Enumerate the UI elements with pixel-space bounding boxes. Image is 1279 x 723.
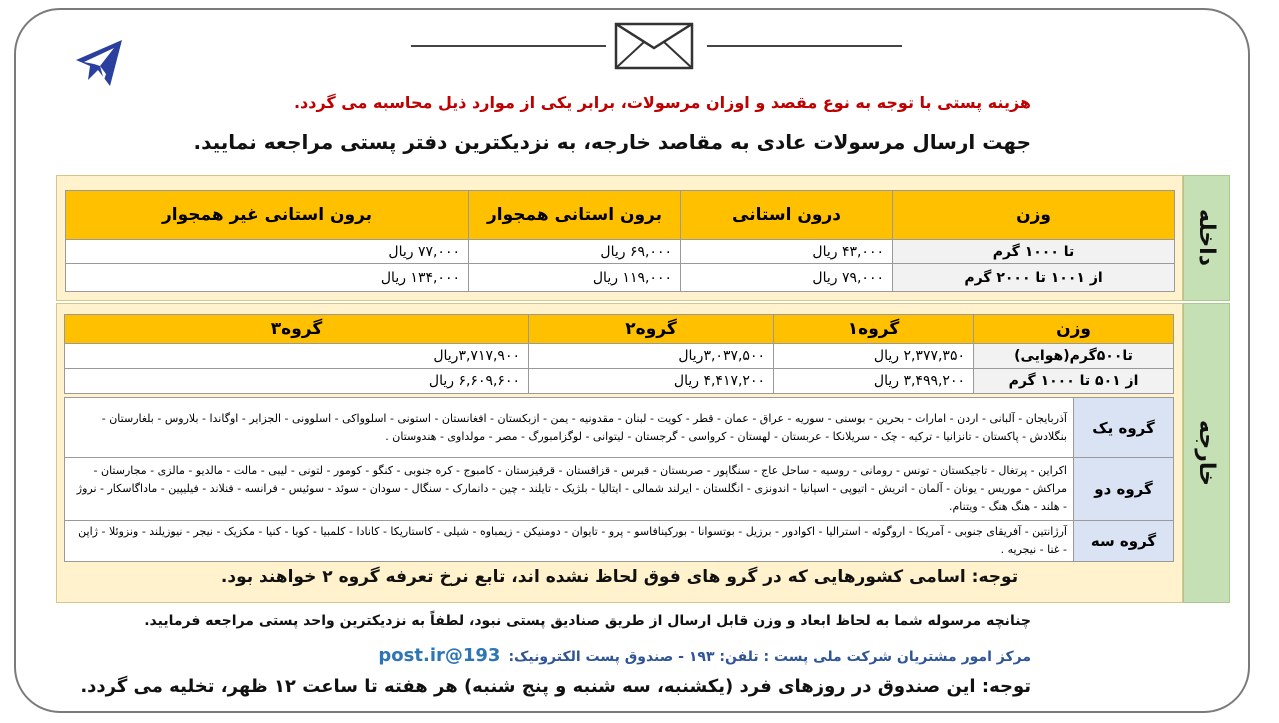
group-name-cell: گروه دو [1074, 458, 1174, 521]
domestic-rate-table [65, 190, 1175, 292]
domestic-label-text: داخله [1194, 209, 1219, 267]
foreign-price-cell: ۳,۷۱۷,۹۰۰ریال [65, 344, 529, 369]
foreign-header-group3: گروه۳ [65, 315, 529, 344]
table-row [65, 369, 1174, 394]
group-countries-cell: آرژانتین - آفریقای جنوبی - آمریکا - اروگوئه - استرالیا - اکوادور - برزیل - بوتسوانا - بورکینافاسو - پرو - تایوان - دومنیکن - زیمباوه - شیلی - کاستاریکا - کانادا - کلمبیا - کوبا - کنیا - مکزیک - نیجر - نیوزیلند - ونزوئلا - ژاپن - غنا - نیجریه . [65, 521, 1074, 562]
group-note-text: توجه: اسامی کشورهایی که در گرو های فوق لحاظ نشده اند، تابع نرخ تعرفه گروه ۲ خواهند بود. [220, 567, 1019, 587]
table-row [65, 521, 1174, 562]
domestic-header-in-province: درون استانی [681, 191, 893, 240]
foreign-header-weight: وزن [974, 315, 1174, 344]
foreign-instruction-text: جهت ارسال مرسولات عادی به مقاصد خارجه، به نزدیکترین دفتر پستی مراجعه نمایید. [193, 130, 1031, 154]
country-groups-table [64, 397, 1174, 562]
foreign-rate-table [64, 314, 1174, 394]
domestic-header-non-neighbor: برون استانی غیر همجوار [66, 191, 469, 240]
foreign-price-cell: ۳,۴۹۹,۲۰۰ ریال [774, 369, 974, 394]
customer-center-line [378, 645, 1031, 666]
foreign-panel [56, 303, 1183, 603]
header-rule-right [707, 45, 902, 47]
envelope-icon [614, 22, 694, 70]
domestic-panel [56, 175, 1183, 301]
post-logo-icon [70, 36, 130, 94]
domestic-side-label [1183, 175, 1230, 301]
group-name-cell: گروه سه [1074, 521, 1174, 562]
group-name-cell: گروه یک [1074, 398, 1174, 458]
customer-center-text: مرکز امور مشتریان شرکت ملی پست : تلفن: ۱۹۳ - صندوق پست الکترونیک: [508, 649, 1031, 665]
domestic-price-cell: ۴۳,۰۰۰ ریال [681, 240, 893, 264]
domestic-price-cell: ۷۷,۰۰۰ ریال [66, 240, 469, 264]
table-row [65, 344, 1174, 369]
group-countries-cell: آذربایجان - آلبانی - اردن - امارات - بحرین - بوسنی - سوریه - عراق - عمان - قطر - کویت - لبنان - مقدونیه - یمن - ازبکستان - افغانستان - استونی - اسلوواکی - اسلوونی - الجزایر - اوگاندا - بلاروس - بلغارستان - بنگلادش - پاکستان - تانزانیا - ترکیه - چک - سریلانکا - عربستان - لهستان - کرواسی - گرجستان - لیتوانی - لوگزامبورگ - مصر - مولداوی - هندوستان . [65, 398, 1074, 458]
domestic-price-cell: ۷۹,۰۰۰ ریال [681, 264, 893, 292]
group-countries-cell: اکراین - پرتغال - تاجیکستان - تونس - رومانی - روسیه - ساحل عاج - سنگاپور - صربستان - قبرس - قزاقستان - قرقیزستان - کامبوج - کره جنوبی - کنگو - کومور - لتونی - لیبی - مالت - مالدیو - مالزی - مجارستان - مراکش - موریس - یونان - آلمان - اتریش - اتیوپی - اسپانیا - اندونزی - انگلستان - ایرلند شمالی - ایتالیا - بلژیک - تایلند - چین - دانمارک - سنگال - سودان - سوئد - سوئیس - فرانسه - فنلاند - فیلیپین - ماداگاسکار - نروژ - هلند - هنگ هنگ - ویتنام. [65, 458, 1074, 521]
foreign-side-label [1183, 303, 1230, 603]
size-weight-note: چنانچه مرسوله شما به لحاظ ابعاد و وزن قابل ارسال از طریق صنادیق پستی نبود، لطفاً به نزدیکترین واحد پستی مراجعه فرمایید. [144, 613, 1031, 629]
foreign-price-cell: ۶,۶۰۹,۶۰۰ ریال [65, 369, 529, 394]
foreign-price-cell: ۲,۳۷۷,۳۵۰ ریال [774, 344, 974, 369]
table-row [65, 398, 1174, 458]
domestic-price-cell: ۱۳۴,۰۰۰ ریال [66, 264, 469, 292]
table-row [66, 240, 1175, 264]
domestic-price-cell: ۶۹,۰۰۰ ریال [469, 240, 681, 264]
header-rule-left [411, 45, 606, 47]
foreign-label-text: خارجه [1194, 420, 1219, 486]
domestic-header-weight: وزن [893, 191, 1175, 240]
email-address: 193@post.ir [378, 645, 501, 666]
domestic-header-neighbor: برون استانی همجوار [469, 191, 681, 240]
domestic-price-cell: ۱۱۹,۰۰۰ ریال [469, 264, 681, 292]
foreign-header-group2: گروه۲ [529, 315, 774, 344]
table-row [65, 458, 1174, 521]
domestic-weight-cell: تا ۱۰۰۰ گرم [893, 240, 1175, 264]
foreign-price-cell: ۳,۰۳۷,۵۰۰ریال [529, 344, 774, 369]
collection-schedule-note: توجه: این صندوق در روزهای فرد (یکشنبه، سه شنبه و پنج شنبه) هر هفته تا ساعت ۱۲ ظهر، تخلیه می گردد. [80, 676, 1031, 697]
foreign-price-cell: ۴,۴۱۷,۲۰۰ ریال [529, 369, 774, 394]
foreign-header-group1: گروه۱ [774, 315, 974, 344]
foreign-weight-cell: از ۵۰۱ تا ۱۰۰۰ گرم [974, 369, 1174, 394]
table-row [66, 264, 1175, 292]
cost-intro-text: هزینه پستی با توجه به نوع مقصد و اوزان مرسولات، برابر یکی از موارد ذیل محاسبه می گردد. [293, 93, 1031, 112]
domestic-weight-cell: از ۱۰۰۱ تا ۲۰۰۰ گرم [893, 264, 1175, 292]
foreign-weight-cell: تا۵۰۰گرم(هوایی) [974, 344, 1174, 369]
